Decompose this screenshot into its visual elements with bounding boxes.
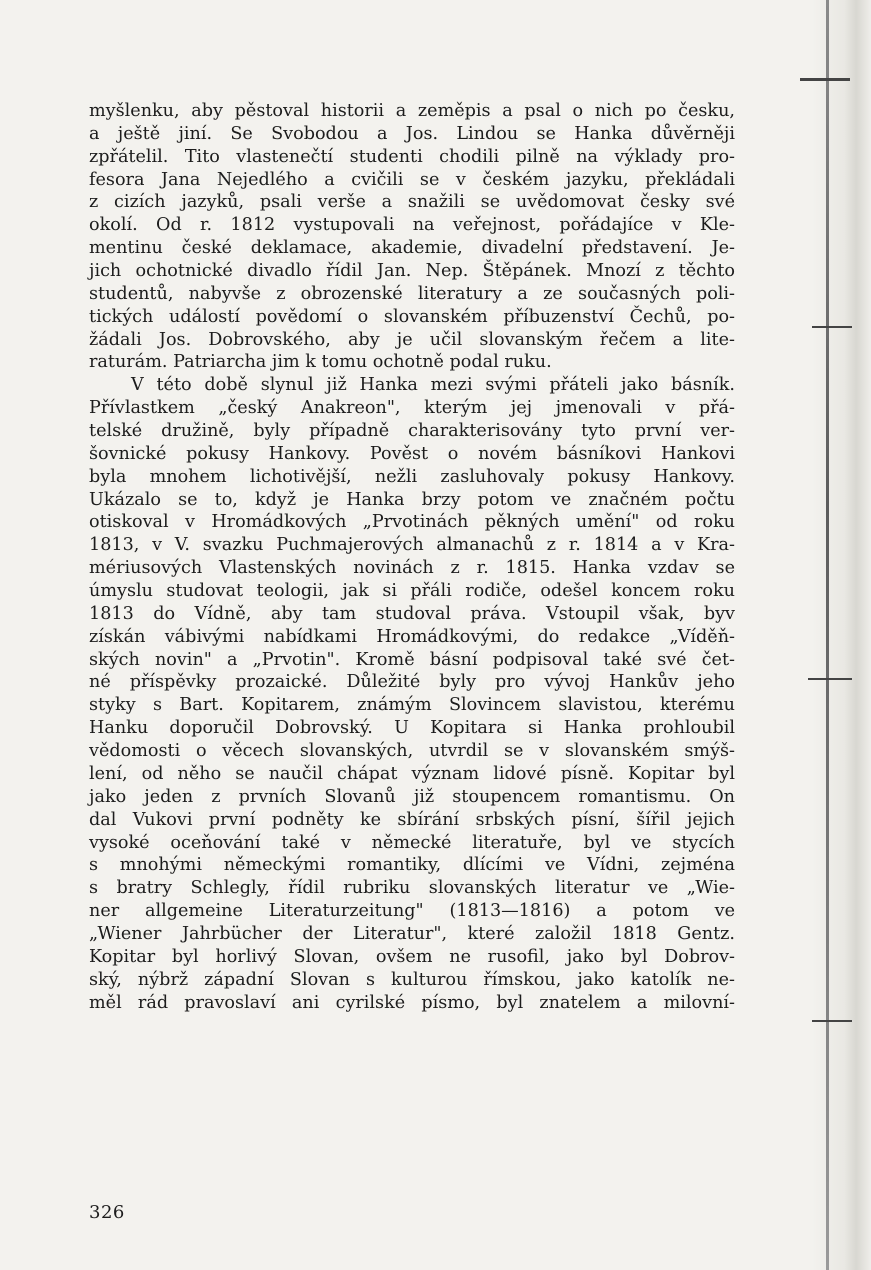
text-line: styky s Bart. Kopitarem, známým Slovincem slavistou, kterému — [89, 695, 735, 716]
text-line: 1813 do Vídně, aby tam studoval práva. Vstoupil však, byv — [89, 603, 735, 624]
text-line: s bratry Schlegly, řídil rubriku slovanských literatur ve „Wie- — [89, 878, 735, 899]
text-line: s mnohými německými romantiky, dlícími ve Vídni, zejména — [89, 855, 735, 876]
binding-thread — [812, 1020, 852, 1022]
text-line: byla mnohem lichotivější, nežli zasluhovaly pokusy Hankovy. — [89, 466, 735, 487]
text-line: žádali Jos. Dobrovského, aby je učil slovanským řečem a lite- — [89, 329, 735, 350]
paragraph — [89, 374, 735, 1014]
text-line: mentinu české deklamace, akademie, divadelní představení. Je- — [89, 238, 735, 259]
text-line: tických událostí povědomí o slovanském příbuzenství Čechů, po- — [89, 306, 735, 327]
text-line: z cizích jazyků, psali verše a snažili se uvědomovat česky své — [89, 192, 735, 213]
text-line: otiskoval v Hromádkových „Prvotinách pěkných umění" od roku — [89, 512, 735, 533]
text-line: dal Vukovi první podněty ke sbírání srbských písní, šířil jejich — [89, 809, 735, 830]
book-gutter — [812, 0, 871, 1270]
binding-thread — [808, 678, 852, 680]
text-line: vědomosti o věcech slovanských, utvrdil se v slovanském smýš- — [89, 741, 735, 762]
text-line: ský, nýbrž západní Slovan s kulturou římskou, jako katolík ne- — [89, 969, 735, 990]
text-line: jako jeden z prvních Slovanů již stoupencem romantismu. On — [89, 786, 735, 807]
text-line: telské družině, byly případně charakterisovány tyto první ver- — [89, 421, 735, 442]
text-line: „Wiener Jahrbücher der Literatur", které založil 1818 Gentz. — [89, 923, 735, 944]
text-line: né příspěvky prozaické. Důležité byly pro vývoj Hankův jeho — [89, 672, 735, 693]
page-number: 326 — [89, 1202, 125, 1223]
text-line: šovnické pokusy Hankovy. Pověst o novém básníkovi Hankovi — [89, 443, 735, 464]
text-line: ner allgemeine Literaturzeitung" (1813—1816) a potom ve — [89, 901, 735, 922]
body-text — [89, 100, 735, 1014]
paragraph — [89, 100, 735, 374]
text-line: získán vábivými nabídkami Hromádkovými, do redakce „Víděň- — [89, 626, 735, 647]
text-line: a ještě jiní. Se Svobodou a Jos. Lindou se Hanka důvěrněji — [89, 123, 735, 144]
text-line: zpřátelil. Tito vlastenečtí studenti chodili pilně na výklady pro- — [89, 146, 735, 167]
binding-edge — [826, 0, 829, 1270]
text-line: Kopitar byl horlivý Slovan, ovšem ne rusofil, jako byl Dobrov- — [89, 946, 735, 967]
binding-thread — [812, 326, 852, 328]
text-line: lení, od něho se naučil chápat význam lidové písně. Kopitar byl — [89, 763, 735, 784]
text-line: vysoké oceňování také v německé literatuře, byl ve stycích — [89, 832, 735, 853]
text-line: myšlenku, aby pěstoval historii a zeměpis a psal o nich po česku, — [89, 101, 735, 121]
text-line: mériusových Vlastenských novinách z r. 1815. Hanka vzdav se — [89, 558, 735, 579]
text-line: Přívlastkem „český Anakreon", kterým jej jmenovali v přá- — [89, 398, 735, 419]
text-line: Hanku doporučil Dobrovský. U Kopitara si Hanka prohloubil — [89, 718, 735, 739]
text-line: 1813, v V. svazku Puchmajerových almanachů z r. 1814 a v Kra- — [89, 535, 735, 556]
text-line: okolí. Od r. 1812 vystupovali na veřejnost, pořádajíce v Kle- — [89, 215, 735, 236]
text-line: úmyslu studovat teologii, jak si přáli rodiče, odešel koncem roku — [89, 581, 735, 602]
binding-thread — [800, 78, 850, 81]
text-line: Ukázalo se to, když je Hanka brzy potom ve značném počtu — [89, 489, 735, 510]
text-line: měl rád pravoslaví ani cyrilské písmo, byl znatelem a milovní- — [89, 992, 735, 1013]
text-line: ských novin" a „Prvotin". Kromě básní podpisoval také své čet- — [89, 649, 735, 670]
text-line: studentů, nabyvše z obrozenské literatury a ze současných poli- — [89, 283, 735, 304]
text-line: V této době slynul již Hanka mezi svými přáteli jako básník. — [131, 375, 735, 396]
text-line: raturám. Patriarcha jim k tomu ochotně podal ruku. — [89, 352, 552, 373]
text-line: fesora Jana Nejedlého a cvičili se v českém jazyku, překládali — [89, 169, 735, 190]
text-line: jich ochotnické divadlo řídil Jan. Nep. Štěpánek. Mnozí z těchto — [89, 261, 735, 282]
